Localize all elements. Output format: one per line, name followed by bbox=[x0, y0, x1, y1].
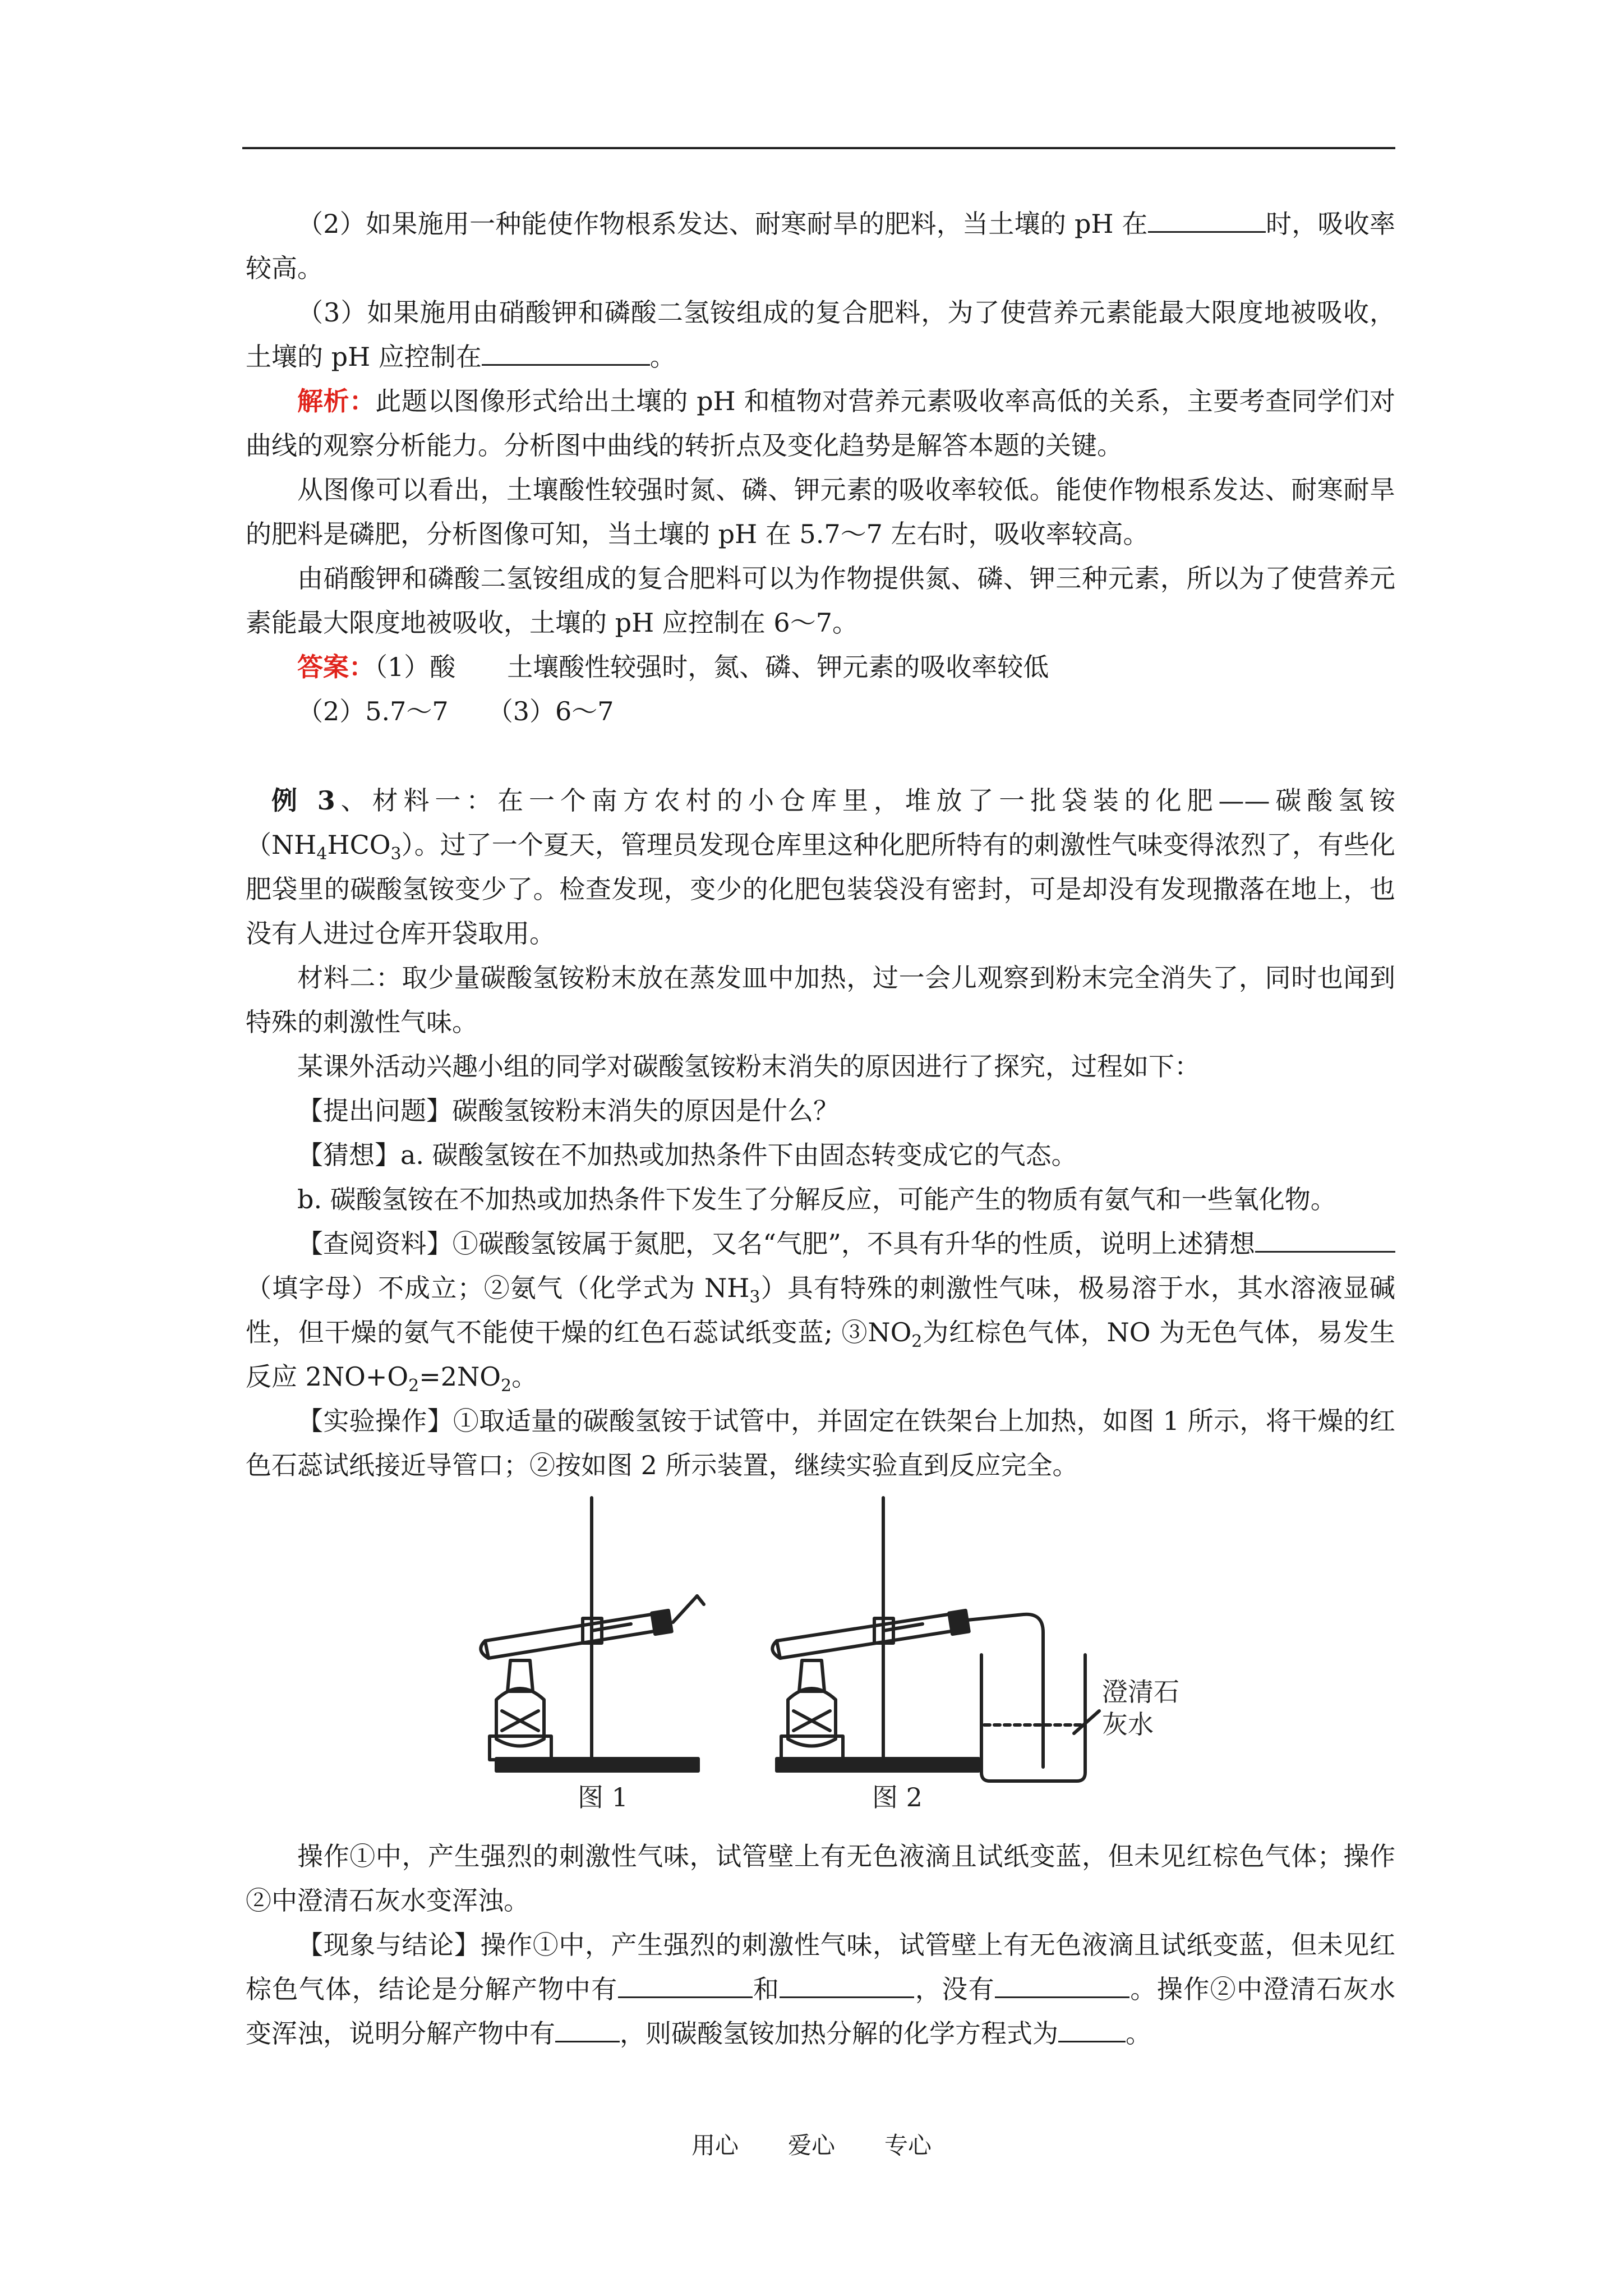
conclusion-text: ，则碳酸氢铵加热分解的化学方程式为 bbox=[620, 2018, 1058, 2049]
subscript: 4 bbox=[316, 844, 328, 864]
conclusion-text: 【现象与结论】操作①中，产生强烈的刺激性气味，试管壁上有无色液滴且试纸变蓝，但未见红棕色气体，结论是分解产物中有 bbox=[246, 1930, 1395, 2004]
answer-blank bbox=[618, 1967, 753, 1998]
analysis-paragraph bbox=[246, 379, 1395, 468]
conclusion-text: 。 bbox=[1126, 2018, 1151, 2049]
analysis-text: 此题以图像形式给出土壤的 pH 和植物对营养元素吸收率高低的关系，主要考查同学们对曲线的观察分析能力。分析图中曲线的转折点及变化趋势是解答本题的关键。 bbox=[246, 386, 1395, 461]
question-2-tail: 时，吸收率较高。 bbox=[246, 209, 1396, 283]
subscript: 3 bbox=[390, 844, 402, 864]
answer-line-1: （1）酸 土壤酸性较强时，氮、磷、钾元素的吸收率较低 bbox=[375, 652, 1049, 682]
stopper bbox=[949, 1611, 969, 1634]
delivery-tube bbox=[967, 1614, 1043, 1767]
conclusion-text: ，没有 bbox=[914, 1974, 995, 2004]
inquiry-intro: 某课外活动兴趣小组的同学对碳酸氢铵粉末消失的原因进行了探究，过程如下： bbox=[297, 1051, 1200, 1082]
question-3 bbox=[246, 291, 1395, 379]
material-1-text: HCO bbox=[327, 830, 391, 860]
answer-label: 答案： bbox=[297, 652, 375, 682]
test-tube bbox=[485, 1613, 665, 1658]
figure-1-apparatus bbox=[481, 1498, 704, 1771]
subscript: 2 bbox=[408, 1376, 419, 1396]
answer-blank bbox=[555, 2012, 620, 2042]
analysis-paragraph-2: 从图像可以看出，土壤酸性较强时氮、磷、钾元素的吸收率较低。能使作物根系发达、耐寒耐旱的肥料是磷肥，分析图像可知，当土壤的 pH 在 5.7～7 左右时，吸收率较高。 bbox=[246, 475, 1395, 549]
answer-blank bbox=[995, 1967, 1129, 1998]
footer-text: 用心 bbox=[691, 2132, 739, 2159]
reference-material bbox=[246, 1222, 1395, 1399]
question-2 bbox=[246, 202, 1395, 291]
test-paper bbox=[697, 1596, 704, 1604]
reference-text: =2NO bbox=[419, 1361, 501, 1392]
question-2-text: （2）如果施用一种能使作物根系发达、耐寒耐旱的肥料，当土壤的 pH 在 bbox=[297, 209, 1148, 239]
subscript: 3 bbox=[749, 1287, 760, 1307]
answer-blank bbox=[780, 1967, 914, 1998]
figure-1-label: 图 1 bbox=[578, 1782, 628, 1812]
lamp-wick bbox=[799, 1660, 824, 1691]
reference-text: ）具有特殊的刺激性气味，极易溶于水，其水溶液显碱性，但干燥的氨气不能使干燥的红色石蕊试纸变蓝; ③NO bbox=[246, 1273, 1396, 1347]
conclusion-text: 。操作②中澄清石灰水变浑浊，说明分解产物中有 bbox=[246, 1974, 1396, 2049]
analysis-label: 解析： bbox=[297, 386, 376, 416]
test-paper bbox=[673, 1596, 697, 1622]
reference-text: 。 bbox=[511, 1361, 538, 1392]
lamp-wick bbox=[508, 1660, 533, 1691]
limewater-label: 澄清石 bbox=[1102, 1677, 1179, 1707]
question-3-text: （3）如果施用由硝酸钾和磷酸二氢铵组成的复合肥料，为了使营养元素能最大限度地被吸收，土壤的 pH 应控制在 bbox=[246, 297, 1395, 372]
subscript: 2 bbox=[911, 1332, 923, 1351]
material-1-text: ）。过了一个夏天，管理员发现仓库里这种化肥所特有的刺激性气味变得浓烈了，有些化肥袋里的碳酸氢铵变少了。检查发现，变少的化肥包装袋没有密封，可是却没有发现撒落在地上，也没有人进过仓库开袋取用。 bbox=[246, 830, 1395, 949]
material-2: 材料二：取少量碳酸氢铵粉末放在蒸发皿中加热，过一会儿观察到粉末完全消失了，同时也闻到特殊的刺激性气味。 bbox=[246, 963, 1395, 1037]
stopper bbox=[652, 1611, 672, 1634]
reference-text: 为红棕色气体，NO 为无色气体，易发生反应 2NO+O bbox=[246, 1317, 1395, 1392]
limewater-label: 灰水 bbox=[1102, 1709, 1154, 1740]
test-tube bbox=[777, 1613, 962, 1658]
raise-question: 【提出问题】碳酸氢铵粉末消失的原因是什么？ bbox=[297, 1096, 839, 1126]
page-footer bbox=[0, 2127, 1623, 2161]
clamp-arm bbox=[592, 1624, 631, 1631]
answer-blank bbox=[1058, 2012, 1126, 2042]
header-rule bbox=[242, 147, 1395, 149]
section-gap bbox=[246, 734, 1395, 779]
answer-blank bbox=[1255, 1222, 1395, 1253]
reference-text: 【查阅资料】①碳酸氢铵属于氮肥，又名“气肥”，不具有升华的性质，说明上述猜想 bbox=[297, 1228, 1255, 1259]
answer-blank bbox=[1148, 202, 1266, 233]
guess-a: 【猜想】a. 碳酸氢铵在不加热或加热条件下由固态转变成它的气态。 bbox=[297, 1140, 1077, 1170]
figure-2-label: 图 2 bbox=[872, 1782, 923, 1812]
material-1-text: 、材料一：在一个南方农村的小仓库里，堆放了一批袋装的化肥——碳酸氢铵（NH bbox=[246, 785, 1395, 860]
footer-text: 爱心 bbox=[787, 2132, 835, 2159]
experiment-operation: 【实验操作】①取适量的碳酸氢铵于试管中，并固定在铁架台上加热，如图 1 所示，将干燥的红色石蕊试纸接近导管口；②按如图 2 所示装置，继续实验直到反应完全。 bbox=[246, 1406, 1395, 1480]
answer-paragraph bbox=[246, 645, 1395, 689]
phenomenon-conclusion bbox=[246, 1923, 1395, 2056]
beaker bbox=[981, 1655, 1085, 1781]
answer-blank bbox=[482, 335, 650, 366]
apparatus-figure bbox=[463, 1475, 1179, 1812]
question-3-tail: 。 bbox=[649, 342, 676, 372]
analysis-paragraph-3: 由硝酸钾和磷酸二氢铵组成的复合肥料可以为作物提供氮、磷、钾三种元素，所以为了使营养元素能最大限度地被吸收，土壤的 pH 应控制在 6～7。 bbox=[246, 563, 1395, 638]
subscript: 2 bbox=[500, 1376, 512, 1396]
answer-line-2: （2）5.7～7 （3）6～7 bbox=[297, 696, 614, 726]
conclusion-text: 和 bbox=[752, 1974, 780, 2004]
operation-observation: 操作①中，产生强烈的刺激性气味，试管壁上有无色液滴且试纸变蓝，但未见红棕色气体；操作②中澄清石灰水变浑浊。 bbox=[246, 1841, 1395, 1916]
footer-text: 专心 bbox=[884, 2132, 932, 2159]
lamp-hatching bbox=[794, 1711, 830, 1731]
guess-b: b. 碳酸氢铵在不加热或加热条件下发生了分解反应，可能产生的物质有氨气和一些氧化物。 bbox=[297, 1184, 1336, 1214]
lamp-hatching bbox=[502, 1711, 538, 1731]
example-3-label: 例 3 bbox=[271, 785, 335, 816]
figure-2-apparatus bbox=[772, 1498, 1099, 1781]
reference-text: （填字母）不成立；②氨气（化学式为 NH bbox=[246, 1273, 750, 1303]
example-3-material-1 bbox=[246, 779, 1395, 956]
